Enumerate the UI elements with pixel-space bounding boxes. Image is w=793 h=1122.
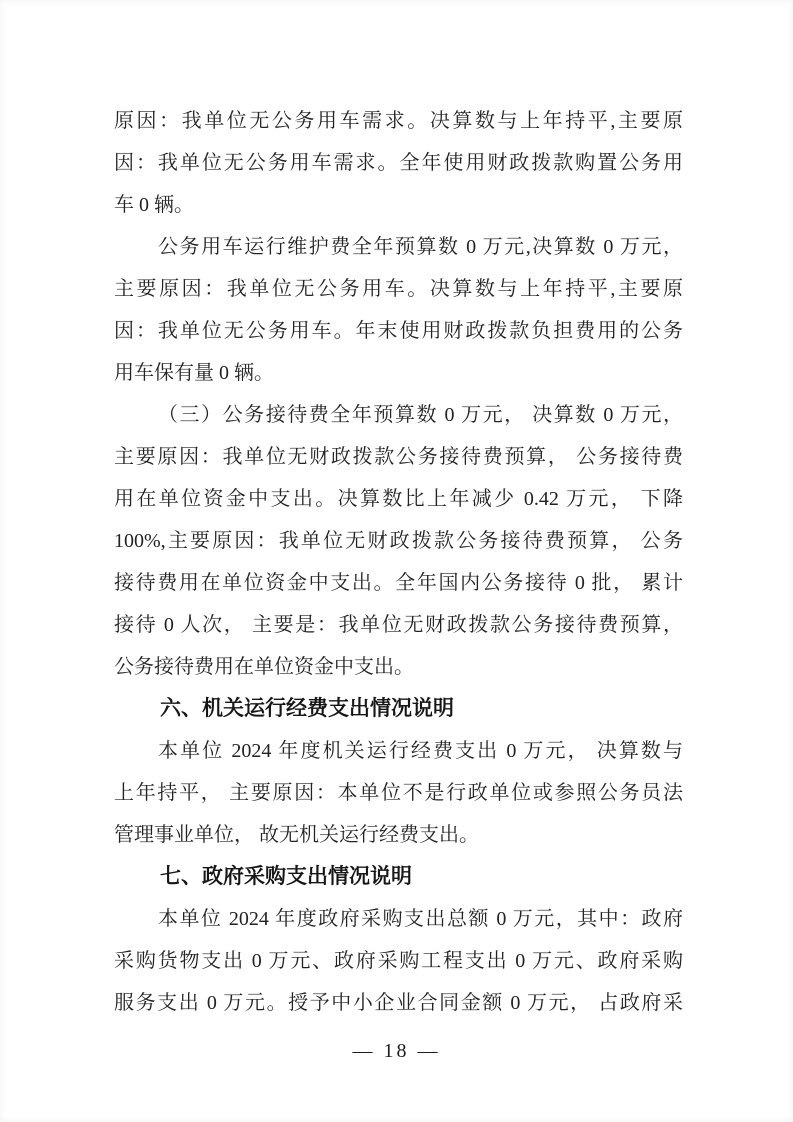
document-line: 主要原因：我单位无公务用车。决算数与上年持平,主要原	[114, 278, 683, 300]
document-line: 接待费用在单位资金中支出。全年国内公务接待 0 批， 累计	[114, 572, 683, 594]
document-line: 原因：我单位无公务用车需求。决算数与上年持平,主要原	[114, 110, 683, 132]
document-line: 因：我单位无公务用车需求。全年使用财政拨款购置公务用	[114, 152, 683, 174]
document-line: 本单位 2024 年度政府采购支出总额 0 万元，其中：政府	[158, 908, 683, 930]
document-line: 因：我单位无公务用车。年末使用财政拨款负担费用的公务	[114, 320, 683, 342]
document-line: 主要原因：我单位无财政拨款公务接待费预算， 公务接待费	[114, 446, 683, 468]
document-line: 公务接待费用在单位资金中支出。	[114, 656, 414, 678]
document-line: 接待 0 人次， 主要是：我单位无财政拨款公务接待费预算，	[114, 614, 683, 636]
document-line: 管理事业单位， 故无机关运行经费支出。	[114, 824, 479, 846]
document-line: 公务用车运行维护费全年预算数 0 万元,决算数 0 万元，	[158, 236, 683, 258]
document-line: 采购货物支出 0 万元、政府采购工程支出 0 万元、政府采购	[114, 950, 683, 972]
document-line: （三）公务接待费全年预算数 0 万元， 决算数 0 万元，	[158, 404, 683, 426]
document-text-block	[114, 100, 683, 1024]
document-line: 100%,主要原因：我单位无财政拨款公务接待费预算， 公务	[114, 530, 683, 552]
document-line: 车 0 辆。	[114, 194, 194, 216]
section-heading-seven: 七、政府采购支出情况说明	[160, 865, 412, 888]
document-line: 用在单位资金中支出。决算数比上年减少 0.42 万元， 下降	[114, 488, 683, 510]
document-line: 服务支出 0 万元。授予中小企业合同金额 0 万元， 占政府采	[114, 992, 683, 1014]
page-number: — 18 —	[352, 1040, 441, 1062]
document-line: 上年持平， 主要原因：本单位不是行政单位或参照公务员法	[114, 782, 683, 804]
document-line: 用车保有量 0 辆。	[114, 362, 274, 384]
document-line: 本单位 2024 年度机关运行经费支出 0 万元， 决算数与	[158, 740, 683, 762]
section-heading-six: 六、机关运行经费支出情况说明	[160, 697, 454, 720]
